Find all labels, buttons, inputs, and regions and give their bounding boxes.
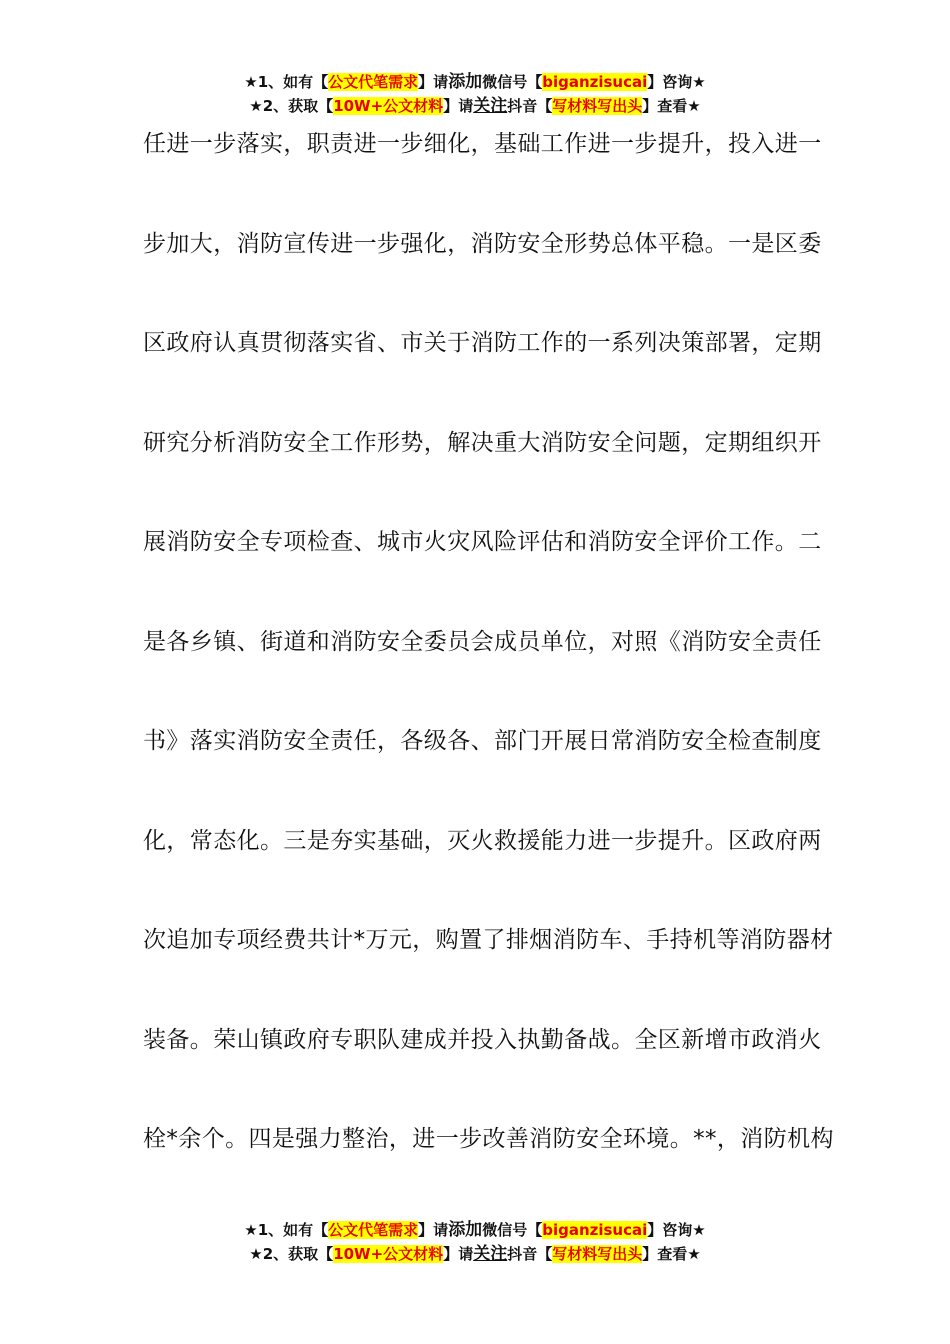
body-line: 是各乡镇、街道和消防安全委员会成员单位，对照《消防安全责任 [143,628,822,655]
wechat-id-highlight: biganzisucai [542,73,648,91]
banner-text: 微信号【 [482,73,543,91]
document-body [143,128,834,1223]
body-line: 栓*余个。四是强力整治，进一步改善消防安全环境。**，消防机构 [143,1126,834,1152]
banner-text: 抖音【 [507,1245,553,1263]
header-banner [0,70,950,118]
body-line: 任进一步落实，职责进一步细化，基础工作进一步提升，投入进一 [143,131,822,157]
body-line: 区政府认真贯彻落实省、市关于消防工作的一系列决策部署，定期 [143,330,822,356]
banner-text: 】请 [443,1245,474,1263]
banner-text: ★1、如有【 [244,73,329,91]
add-text: 添加 [448,72,483,92]
follow-text: 关注 [473,96,508,116]
banner-text: 】咨询★ [647,1221,706,1239]
banner-text: 】查看★ [642,97,701,115]
banner-text: ★1、如有【 [244,1221,329,1239]
banner-text: 】查看★ [642,1245,701,1263]
material-highlight: 10W+公文材料 [333,97,444,115]
body-line: 书》落实消防安全责任，各级各、部门开展日常消防安全检查制度 [143,728,822,754]
banner-text: ★2、获取【 [249,97,334,115]
banner-text: ★2、获取【 [249,1245,334,1263]
banner-text: 微信号【 [482,1221,543,1239]
douyin-highlight: 写材料写出头 [552,97,643,115]
douyin-highlight: 写材料写出头 [552,1245,643,1263]
banner-text: 】咨询★ [647,73,706,91]
banner-text: 】请 [418,73,449,91]
material-highlight: 10W+公文材料 [333,1245,444,1263]
banner-line-2 [0,1242,950,1266]
banner-line-1 [0,1218,950,1242]
service-highlight: 公文代笔需求 [328,73,419,91]
body-line: 步加大，消防宣传进一步强化，消防安全形势总体平稳。一是区委 [143,230,822,257]
wechat-id-highlight: biganzisucai [542,1221,648,1239]
banner-text: 】请 [418,1221,449,1239]
body-line: 次追加专项经费共计*万元，购置了排烟消防车、手持机等消防器材 [143,927,834,953]
follow-text: 关注 [473,1244,508,1264]
banner-line-2 [0,94,950,118]
add-text: 添加 [448,1220,483,1240]
body-line: 装备。荣山镇政府专职队建成并投入执勤备战。全区新增市政消火 [143,1026,822,1053]
body-line: 化，常态化。三是夯实基础，灭火救援能力进一步提升。区政府两 [143,827,822,854]
banner-line-1 [0,70,950,94]
footer-banner [0,1218,950,1266]
banner-text: 】请 [443,97,474,115]
banner-text: 抖音【 [507,97,553,115]
body-line: 展消防安全专项检查、城市火灾风险评估和消防安全评价工作。二 [143,529,822,555]
body-line: 研究分析消防安全工作形势，解决重大消防安全问题，定期组织开 [143,429,822,456]
service-highlight: 公文代笔需求 [328,1221,419,1239]
